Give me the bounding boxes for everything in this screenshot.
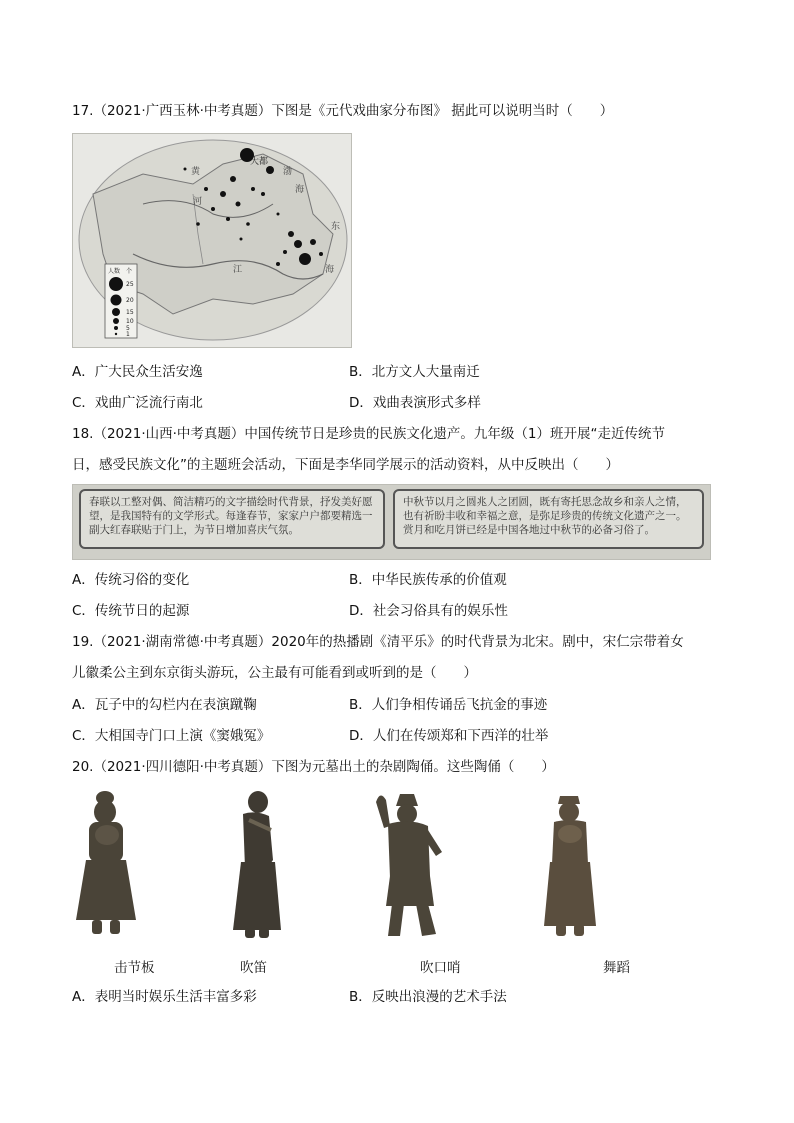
label-huang: 黄 [191,167,201,177]
figurine-flute-image [225,790,287,940]
figurine-clapper-image [72,790,142,938]
label-dadu: 大都 [250,157,269,167]
legend-count-15: 15 [126,309,134,316]
label-hai2: 海 [325,265,335,275]
legend-count-1: 1 [126,331,130,338]
caption-whistle: 吹口哨 [420,960,461,976]
q20-option-a[interactable]: A．表明当时娱乐生活丰富多彩 [72,989,257,1005]
yuan-playwright-map [72,133,352,348]
q17-stem: 17.（2021·广西玉林·中考真题）下图是《元代戏曲家分布图》 据此可以说明当时（ ） [72,103,614,119]
label-hai: 海 [295,185,305,195]
legend-count-10: 10 [126,318,134,325]
q18-option-b[interactable]: B．中华民族传承的价值观 [349,572,507,588]
q18-option-a[interactable]: A．传统习俗的变化 [72,572,190,588]
q17-option-a[interactable]: A．广大民众生活安逸 [72,364,203,380]
q19-stem-line1: 19.（2021·湖南常德·中考真题）2020年的热播剧《清平乐》的时代背景为北宋。剧中，宋仁宗带着女 [72,634,684,650]
figurine-whistle-image [370,790,450,940]
festival-material-figure [72,484,711,560]
figurine-dance-image [540,790,600,940]
q17-option-d[interactable]: D．戏曲表演形式多样 [349,395,481,411]
label-jiang: 江 [233,265,243,275]
q19-option-a[interactable]: A．瓦子中的勾栏内在表演蹴鞠 [72,697,257,713]
q19-option-c[interactable]: C．大相国寺门口上演《窦娥冤》 [72,728,271,744]
q17-option-b[interactable]: B．北方文人大量南迁 [349,364,480,380]
label-he: 河 [193,197,203,207]
q19-option-d[interactable]: D．人们在传颂郑和下西洋的壮举 [349,728,549,744]
label-bo: 渤 [283,167,293,177]
legend-header-people: 人数 [108,268,121,275]
legend-header-count: 个 [126,268,133,275]
legend-count-5: 5 [126,325,130,332]
q18-option-c[interactable]: C．传统节日的起源 [72,603,190,619]
caption-clapper: 击节板 [114,960,155,976]
caption-flute: 吹笛 [240,960,267,976]
map-legend [105,264,137,338]
legend-count-25: 25 [126,281,134,288]
q19-option-b[interactable]: B．人们争相传诵岳飞抗金的事迹 [349,697,548,713]
q20-option-b[interactable]: B．反映出浪漫的艺术手法 [349,989,507,1005]
legend-count-20: 20 [126,297,134,304]
q18-stem-line2: 日，感受民族文化”的主题班会活动，下面是李华同学展示的活动资料，从中反映出（ ） [72,457,619,473]
q19-stem-line2: 儿徽柔公主到东京街头游玩，公主最有可能看到或听到的是（ ） [72,665,477,681]
map-image [73,134,351,347]
q17-option-c[interactable]: C．戏曲广泛流行南北 [72,395,203,411]
q18-option-d[interactable]: D．社会习俗具有的娱乐性 [349,603,508,619]
q20-stem: 20.（2021·四川德阳·中考真题）下图为元墓出土的杂剧陶俑。这些陶俑（ ） [72,759,555,775]
mid-autumn-panel: 中秋节以月之圆兆人之团圆，既有寄托思念故乡和亲人之情，也有祈盼丰收和幸福之意，是弥足珍贵的传统文化遗产之一。赏月和吃月饼已经是中国各地过中秋节的必备习俗了。 [393,489,704,549]
label-dong: 东 [331,222,341,232]
caption-dance: 舞蹈 [603,960,630,976]
q18-stem-line1: 18.（2021·山西·中考真题）中国传统节日是珍贵的民族文化遗产。九年级（1）班开展“走近传统节 [72,426,665,442]
spring-couplet-panel: 春联以工整对偶、简洁精巧的文字描绘时代背景，抒发美好愿望，是我国特有的文学形式。每逢春节，家家户户都要精选一副大红春联贴于门上，为节日增加喜庆气氛。 [79,489,385,549]
